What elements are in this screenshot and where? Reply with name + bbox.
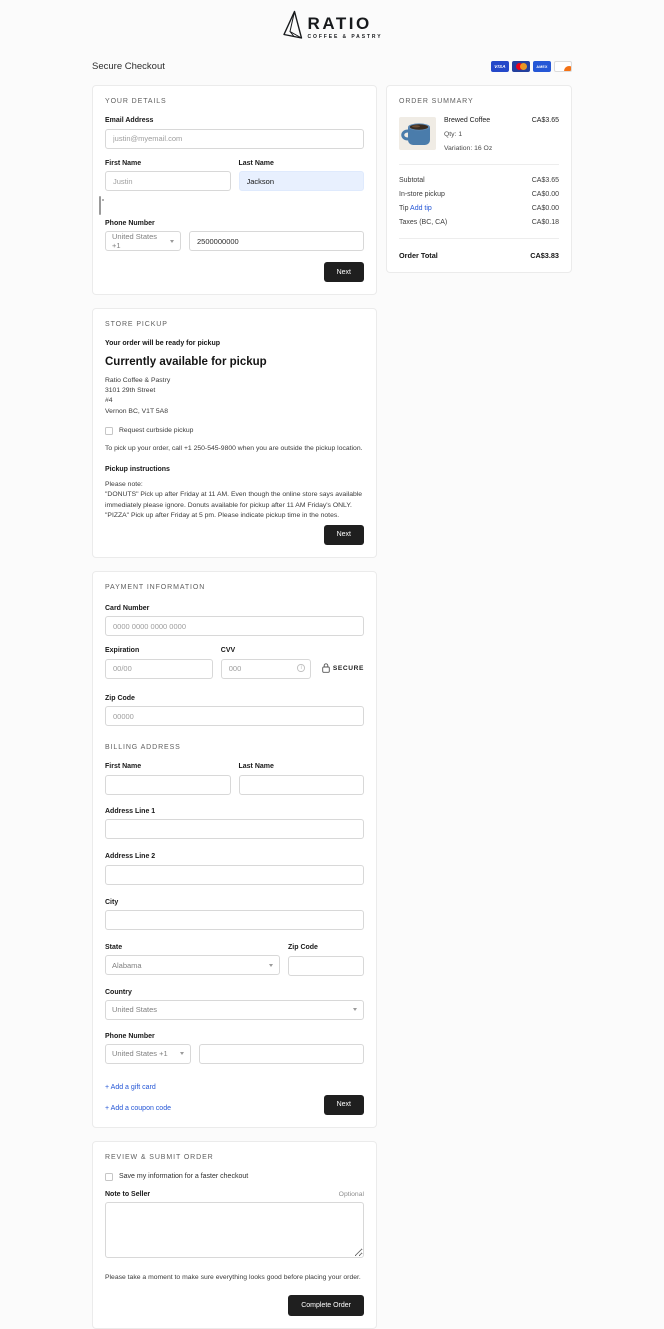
pickup-ready-text: Your order will be ready for pickup [105, 340, 221, 347]
item-variation: Variation: 16 Oz [444, 145, 493, 152]
pickup-address: Ratio Coffee & Pastry 3101 29th Street #4 Vernon BC, V1T 5A8 [105, 377, 171, 415]
order-total-row: Order Total CA$3.83 [399, 251, 559, 260]
order-summary-card [386, 85, 572, 273]
phone-label: Phone Number [105, 220, 155, 227]
add-coupon-link[interactable]: + Add a coupon code [105, 1104, 171, 1112]
curbside-label: Request curbside pickup [119, 426, 194, 434]
amex-icon: AMEX [533, 61, 551, 72]
store-pickup-title: STORE PICKUP [105, 321, 168, 328]
brand-tagline: COFFEE & PASTRY [307, 34, 383, 40]
visa-icon: VISA [491, 61, 509, 72]
secure-badge: SECURE [322, 659, 364, 679]
complete-order-button[interactable]: Complete Order [288, 1295, 364, 1316]
item-name: Brewed Coffee [444, 117, 491, 124]
store-pickup-card [92, 308, 377, 558]
payment-card [92, 571, 377, 1128]
card-number-field[interactable] [105, 616, 364, 636]
phone-country-select[interactable]: United States +1 [105, 231, 181, 251]
cvv-label: CVV [220, 647, 236, 655]
cvv-info-icon[interactable]: i [297, 664, 305, 672]
address1-field[interactable] [105, 819, 364, 839]
summary-row-pickup: In-store pickup CA$0.00 [399, 191, 559, 198]
zip-label: Zip Code [105, 694, 135, 702]
address2-label: Address Line 2 [105, 853, 156, 861]
save-info-checkbox[interactable] [105, 1173, 113, 1181]
note-to-seller-field[interactable] [105, 1202, 364, 1258]
your-details-title: YOUR DETAILS [105, 98, 167, 105]
billing-title: BILLING ADDRESS [105, 744, 181, 752]
chevron-down-icon [180, 1052, 184, 1055]
city-label: City [105, 898, 119, 906]
pickup-heading: Currently available for pickup [105, 356, 267, 368]
item-qty: Qty: 1 [444, 131, 463, 138]
billing-last-name-field[interactable] [239, 775, 365, 795]
billing-zip-label: Zip Code [288, 944, 318, 952]
billing-first-name-label: First Name [105, 763, 142, 771]
summary-row-subtotal: Subtotal CA$3.65 [399, 177, 559, 184]
review-confirm-text: Please take a moment to make sure everything looks good before placing your order. [105, 1273, 361, 1281]
pickup-call-note: To pick up your order, call +1 250-545-9800 when you are outside the pickup location. [105, 444, 363, 452]
curbside-checkbox[interactable] [105, 427, 113, 435]
brand-name: RATIO [307, 14, 372, 33]
chevron-down-icon [170, 240, 174, 243]
last-name-field[interactable] [239, 171, 365, 191]
chevron-down-icon [269, 964, 273, 967]
divider [399, 238, 559, 239]
lock-icon [322, 663, 330, 675]
billing-last-name-label: Last Name [238, 763, 274, 771]
billing-phone-field[interactable] [199, 1044, 364, 1064]
summary-row-tip: Tip Add tip CA$0.00 [399, 205, 559, 212]
phone-field[interactable] [189, 231, 364, 251]
autofill-contact-icon[interactable] [99, 196, 101, 215]
optional-label: Optional [338, 1190, 364, 1198]
chevron-down-icon [353, 1008, 357, 1011]
add-gift-card-link[interactable]: + Add a gift card [105, 1083, 156, 1091]
payment-next-button[interactable]: Next [324, 1095, 364, 1115]
email-field[interactable] [105, 129, 364, 149]
note-to-seller-label: Note to Seller [105, 1190, 151, 1198]
expiration-field[interactable] [105, 659, 213, 679]
address1-label: Address Line 1 [105, 807, 156, 815]
pickup-instructions: Please note: "DONUTS" Pick up after Friday at 11 AM. Even though the online store says available immediately please ignore. Donuts available for pickup after 11 AM Friday's ONLY. "PIZZA" Pick up after Friday at 5 pm. Please indicate pickup time in the notes. [105, 481, 363, 519]
country-select[interactable]: United States [105, 1000, 364, 1020]
expiration-label: Expiration [105, 647, 140, 655]
state-select[interactable]: Alabama [105, 955, 280, 975]
country-label: Country [105, 988, 132, 996]
zip-field[interactable] [105, 706, 364, 726]
billing-first-name-field[interactable] [105, 775, 231, 795]
accepted-cards [491, 61, 572, 72]
billing-phone-label: Phone Number [105, 1032, 155, 1040]
email-label: Email Address [105, 117, 154, 124]
item-price: CA$3.65 [531, 117, 559, 124]
page-title: Secure Checkout [92, 61, 165, 72]
pickup-next-button[interactable]: Next [324, 525, 364, 545]
divider [399, 164, 559, 165]
order-item [399, 117, 559, 152]
card-number-label: Card Number [105, 604, 150, 612]
city-field[interactable] [105, 910, 364, 930]
save-info-label: Save my information for a faster checkout [119, 1173, 249, 1181]
address2-field[interactable] [105, 865, 364, 885]
last-name-label: Last Name [238, 159, 274, 167]
details-next-button[interactable]: Next [324, 262, 364, 282]
site-header [0, 0, 664, 45]
brand-triangle-icon [282, 10, 303, 45]
billing-zip-field[interactable] [288, 956, 364, 976]
order-summary-title: ORDER SUMMARY [399, 98, 474, 105]
your-details-card [92, 85, 377, 295]
brand-logo [282, 10, 383, 45]
state-label: State [105, 944, 123, 952]
first-name-label: First Name [105, 159, 142, 167]
add-tip-link[interactable]: Add tip [410, 205, 432, 212]
mastercard-icon [512, 61, 530, 72]
review-card [92, 1141, 377, 1329]
discover-icon [554, 61, 572, 72]
payment-title: PAYMENT INFORMATION [105, 583, 206, 591]
billing-phone-country-select[interactable]: United States +1 [105, 1044, 191, 1064]
pickup-instructions-title: Pickup instructions [105, 466, 170, 474]
product-image [399, 117, 436, 150]
summary-row-taxes: Taxes (BC, CA) CA$0.18 [399, 219, 559, 226]
review-title: REVIEW & SUBMIT ORDER [105, 1153, 214, 1161]
first-name-field[interactable] [105, 171, 231, 191]
